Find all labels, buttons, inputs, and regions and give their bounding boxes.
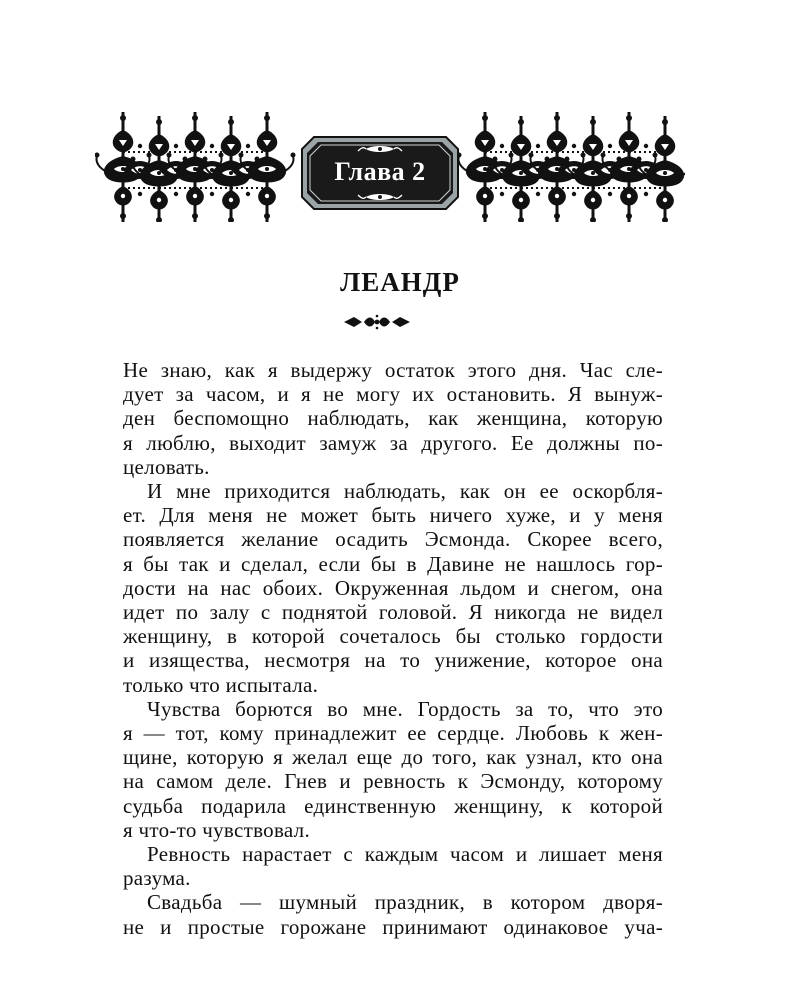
body-line: Ревность нарастает с каждым часом и лишает меня xyxy=(147,842,663,867)
body-line: ден беспомощно наблюдать, как женщина, которую xyxy=(123,406,663,431)
chapter-title: ЛЕАНДР xyxy=(340,267,460,297)
body-line: Свадьба — шумный праздник, в котором дворя- xyxy=(147,890,663,915)
body-line: дует за часом, и я не могу их остановить. Я вынуж- xyxy=(123,382,663,407)
body-line: и изящества, несмотря на то унижение, которое она xyxy=(123,648,663,673)
body-line: И мне приходится наблюдать, как он ее оскорбля- xyxy=(147,479,663,504)
body-line: щине, которую я желал еще до того, как узнал, кто она xyxy=(123,745,663,770)
body-line: целовать. xyxy=(123,454,210,479)
body-line: идет по залу с поднятой головой. Я никогда не видел xyxy=(123,600,663,625)
body-line: разума. xyxy=(123,866,191,891)
body-line: я бы так и сделал, если бы в Давине не нашлось гор- xyxy=(123,551,663,576)
body-line: Не знаю, как я выдержу остаток этого дня. Час сле- xyxy=(123,358,663,382)
body-line: ет. Для меня не может быть ничего хуже, и у меня xyxy=(123,503,663,528)
body-line: я что-то чувствовал. xyxy=(123,817,311,842)
chapter-body xyxy=(123,358,663,939)
body-line: женщину, в которой сочеталось бы столько гордости xyxy=(123,624,663,649)
body-line: судьба подарила единственную женщину, к которой xyxy=(123,793,663,818)
body-line: на самом деле. Гнев и ревность к Эсмонду, которому xyxy=(123,769,663,794)
body-line: я — тот, кому принадлежит ее сердце. Любовь к жен- xyxy=(123,721,663,746)
body-line: Чувства борются во мне. Гордость за то, что это xyxy=(147,696,663,721)
body-line: я люблю, выходит замуж за другого. Ее должны по- xyxy=(123,430,663,455)
body-line: только что испытала. xyxy=(123,672,319,697)
body-line: дости на нас обоих. Окруженная льдом и снегом, она xyxy=(123,575,663,600)
title-dingbat-icon xyxy=(342,313,412,331)
chapter-label: Глава 2 xyxy=(334,157,426,186)
body-line: появляется желание осадить Эсмонда. Скорее всего, xyxy=(123,527,663,552)
body-line: не и простые горожане принимают одинаковое уча- xyxy=(123,914,663,939)
